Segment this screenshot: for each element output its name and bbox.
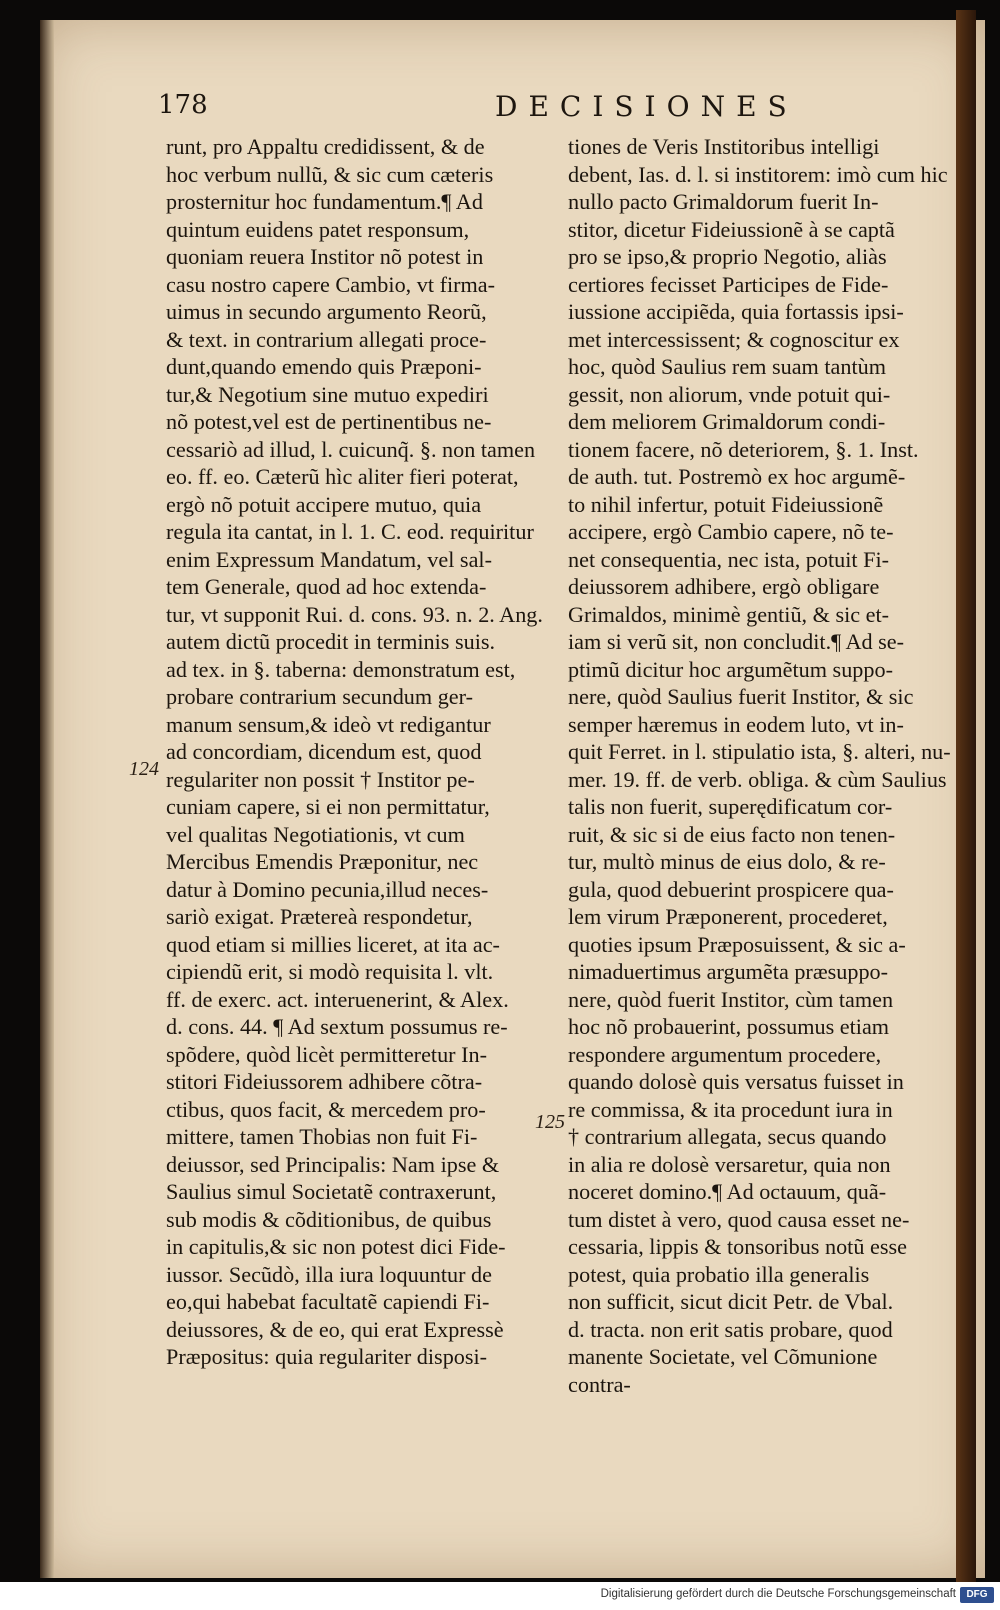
- right-column-line: nere, quòd fuerit Institor, cùm tamen: [568, 986, 894, 1012]
- left-column-line: ff. de exerc. act. interuenerint, & Alex.: [166, 986, 509, 1012]
- right-column-line: non sufficit, sicut dicit Petr. de Vbal.: [568, 1289, 894, 1314]
- left-column-line: ergò nõ potuit accipere mutuo, quia: [166, 491, 482, 517]
- left-column-line: autem dictũ procedit in terminis suis.: [166, 629, 496, 654]
- left-column-line: stitori Fideiussorem adhibere cõtra-: [166, 1069, 483, 1094]
- left-column-line: spõdere, quòd licèt permitteretur In-: [166, 1041, 487, 1067]
- dfg-logo: DFG: [960, 1587, 994, 1603]
- right-column-line: de auth. tut. Postremò ex hoc argumẽ-: [568, 464, 906, 489]
- right-column-line: gessit, non aliorum, vnde potuit qui-: [568, 381, 891, 407]
- right-column-line: Grimaldos, minimè gentiũ, & sic et-: [568, 601, 890, 627]
- left-column-line: datur à Domino pecunia,illud neces-: [166, 876, 489, 902]
- left-column-line: ad tex. in §. taberna: demonstratum est,: [166, 656, 516, 682]
- left-column-line: sariò exigat. Prætereà respondetur,: [166, 904, 473, 929]
- page-number: 178: [158, 90, 208, 120]
- left-column-line: prosternitur hoc fundamentum.¶ Ad: [166, 189, 483, 214]
- left-column-line: tur, vt supponit Rui. d. cons. 93. n. 2. Ang.: [166, 601, 543, 627]
- right-column-line: hoc, quòd Saulius rem suam tantùm: [568, 354, 886, 379]
- margin-note-124: 124: [129, 758, 159, 780]
- right-column-line: net consequentia, nec ista, potuit Fi-: [568, 546, 890, 572]
- page-gutter-shadow: [40, 20, 54, 1578]
- right-column-line: ptimũ dicitur hoc argumẽtum suppo-: [568, 656, 893, 682]
- right-column-line: iam si verũ sit, non concludit.¶ Ad se-: [568, 629, 905, 654]
- left-column-line: d. cons. 44. ¶ Ad sextum possumus re-: [166, 1014, 508, 1039]
- left-column-line: Mercibus Emendis Præponitur, nec: [166, 849, 479, 874]
- left-column-line: ad concordiam, dicendum est, quod: [166, 739, 482, 764]
- right-column-line: deiussorem adhibere, ergò obligare: [568, 574, 880, 599]
- running-title: DECISIONES: [495, 90, 798, 123]
- left-column-line: uimus in secundo argumento Reorũ,: [166, 299, 487, 324]
- right-column-line: semper hæremus in eodem luto, vt in-: [568, 711, 904, 737]
- right-column-line: quando dolosè quis versatus fuisset in: [568, 1069, 904, 1094]
- right-column-line: noceret domino.¶ Ad octauum, quã-: [568, 1179, 887, 1204]
- right-column-line: manente Societate, vel Cõmunione: [568, 1344, 878, 1369]
- left-column-line: hoc verbum nullũ, & sic cum cæteris: [166, 161, 494, 187]
- left-column-line: deiussor, sed Principalis: Nam ipse &: [166, 1151, 500, 1177]
- right-column-line: tum distet à vero, quod causa esset ne-: [568, 1206, 910, 1232]
- left-column-line: iussor. Secũdò, illa iura loquuntur de: [166, 1261, 492, 1287]
- left-column-line: ctibus, quos facit, & mercedem pro-: [166, 1096, 486, 1122]
- right-column-line: re commissa, & ita procedunt iura in: [568, 1096, 893, 1122]
- left-column-line: runt, pro Appaltu credidissent, & de: [166, 134, 485, 159]
- right-column-line: pro se ipso,& proprio Negotio, aliàs: [568, 244, 887, 269]
- right-column-line: debent, Ias. d. l. si institorem: imò cum hic: [568, 161, 948, 187]
- left-column-line: sub modis & cõditionibus, de quibus: [166, 1206, 492, 1232]
- left-column-line: & text. in contrarium allegati proce-: [166, 326, 487, 352]
- right-column-line: talis non fuerit, superędificatum cor-: [568, 794, 893, 819]
- right-column-line: met intercessissent; & cognoscitur ex: [568, 326, 900, 352]
- left-column-line: vel qualitas Negotiationis, vt cum: [166, 821, 465, 847]
- right-column-line: certiores fecisset Participes de Fide-: [568, 271, 889, 297]
- right-column-line: respondere argumentum procedere,: [568, 1041, 882, 1067]
- right-column-line: hoc nõ probauerint, possumus etiam: [568, 1014, 890, 1039]
- left-column-line: cuniam capere, si ei non permittatur,: [166, 794, 490, 819]
- digitization-footer: [0, 1582, 1000, 1610]
- right-column-line: to nihil infertur, potuit Fideiussionẽ: [568, 491, 884, 517]
- right-column-line: iussione accipiẽda, quia fortassis ipsi-: [568, 299, 904, 324]
- right-column-line: gula, quod debuerint prospicere qua-: [568, 876, 894, 902]
- right-column-line: † contrarium allegata, secus quando: [568, 1124, 887, 1149]
- right-column-line: d. tracta. non erit satis probare, quod: [568, 1316, 893, 1342]
- left-column-line: quoniam reuera Institor nõ potest in: [166, 244, 484, 269]
- left-column-line: quintum euidens patet responsum,: [166, 216, 470, 242]
- right-column-line: quoties ipsum Præposuissent, & sic a-: [568, 931, 906, 957]
- left-column-line: mittere, tamen Thobias non fuit Fi-: [166, 1124, 478, 1149]
- left-column-line: Præpositus: quia regulariter disposi-: [166, 1344, 488, 1369]
- left-column-line: tur,& Negotium sine mutuo expediri: [166, 381, 489, 407]
- left-column-line: casu nostro capere Cambio, vt firma-: [166, 271, 495, 297]
- left-column-line: regula ita cantat, in l. 1. C. eod. requiritur: [166, 519, 534, 544]
- left-column-line: probare contrarium secundum ger-: [166, 684, 473, 709]
- right-column-line: nimaduertimus argumẽta præsuppo-: [568, 959, 889, 984]
- left-column-line: in capitulis,& sic non potest dici Fide-: [166, 1234, 506, 1259]
- left-column-line: eo. ff. eo. Cæterũ hìc aliter fieri poterat,: [166, 464, 519, 489]
- right-text-column: [568, 133, 960, 1398]
- left-column-line: eo,qui habebat facultatẽ capiendi Fi-: [166, 1289, 490, 1314]
- right-column-line: tionem facere, nõ deteriorem, §. 1. Inst.: [568, 436, 919, 462]
- right-column-line: dem meliorem Grimaldorum condi-: [568, 409, 886, 434]
- left-column-line: Saulius simul Societatẽ contraxerunt,: [166, 1179, 497, 1204]
- page-header: [100, 90, 950, 130]
- margin-note-125: 125: [535, 1111, 565, 1133]
- right-column-line: in alia re dolosè versaretur, quia non: [568, 1151, 891, 1177]
- right-column-line: lem virum Præponerent, procederet,: [568, 904, 888, 929]
- left-column-line: quod etiam si millies liceret, at ita ac-: [166, 931, 500, 957]
- right-column-line: nere, quòd Saulius fuerit Institor, & sic: [568, 684, 914, 709]
- left-column-line: manum sensum,& ideò vt redigantur: [166, 711, 491, 737]
- left-column-line: regulariter non possit † Institor pe-: [166, 766, 475, 792]
- left-text-column: [166, 133, 558, 1371]
- left-column-line: dunt,quando emendo quis Præponi-: [166, 354, 482, 379]
- left-column-line: enim Expressum Mandatum, vel sal-: [166, 546, 492, 572]
- right-column-line: cessaria, lippis & tonsoribus notũ esse: [568, 1234, 907, 1259]
- right-column-line: accipere, ergò Cambio capere, nõ te-: [568, 519, 894, 544]
- funding-credit: Digitalisierung gefördert durch die Deutsche Forschungsgemeinschaft: [600, 1588, 956, 1600]
- right-column-line: tur, multò minus de eius dolo, & re-: [568, 849, 886, 874]
- left-column-line: deiussores, & de eo, qui erat Expressè: [166, 1316, 504, 1342]
- right-column-line: mer. 19. ff. de verb. obliga. & cùm Saulius: [568, 766, 947, 792]
- right-column-line: ruit, & sic si de eius facto non tenen-: [568, 821, 896, 847]
- right-column-line: nullo pacto Grimaldorum fuerit In-: [568, 189, 879, 214]
- left-column-line: nõ potest,vel est de pertinentibus ne-: [166, 409, 492, 434]
- right-column-line: quit Ferret. in l. stipulatio ista, §. alteri, nu-: [568, 739, 951, 764]
- right-column-line: stitor, dicetur Fideiussionẽ à se captã: [568, 216, 895, 242]
- left-column-line: cessariò ad illud, l. cuicunq̃. §. non tamen: [166, 436, 536, 462]
- left-column-line: tem Generale, quod ad hoc extenda-: [166, 574, 487, 599]
- right-column-line: contra-: [568, 1371, 631, 1397]
- right-column-line: potest, quia probatio illa generalis: [568, 1261, 870, 1287]
- right-column-line: tiones de Veris Institoribus intelligi: [568, 134, 880, 159]
- left-column-line: cipiendũ erit, si modò requisita l. vlt.: [166, 959, 494, 984]
